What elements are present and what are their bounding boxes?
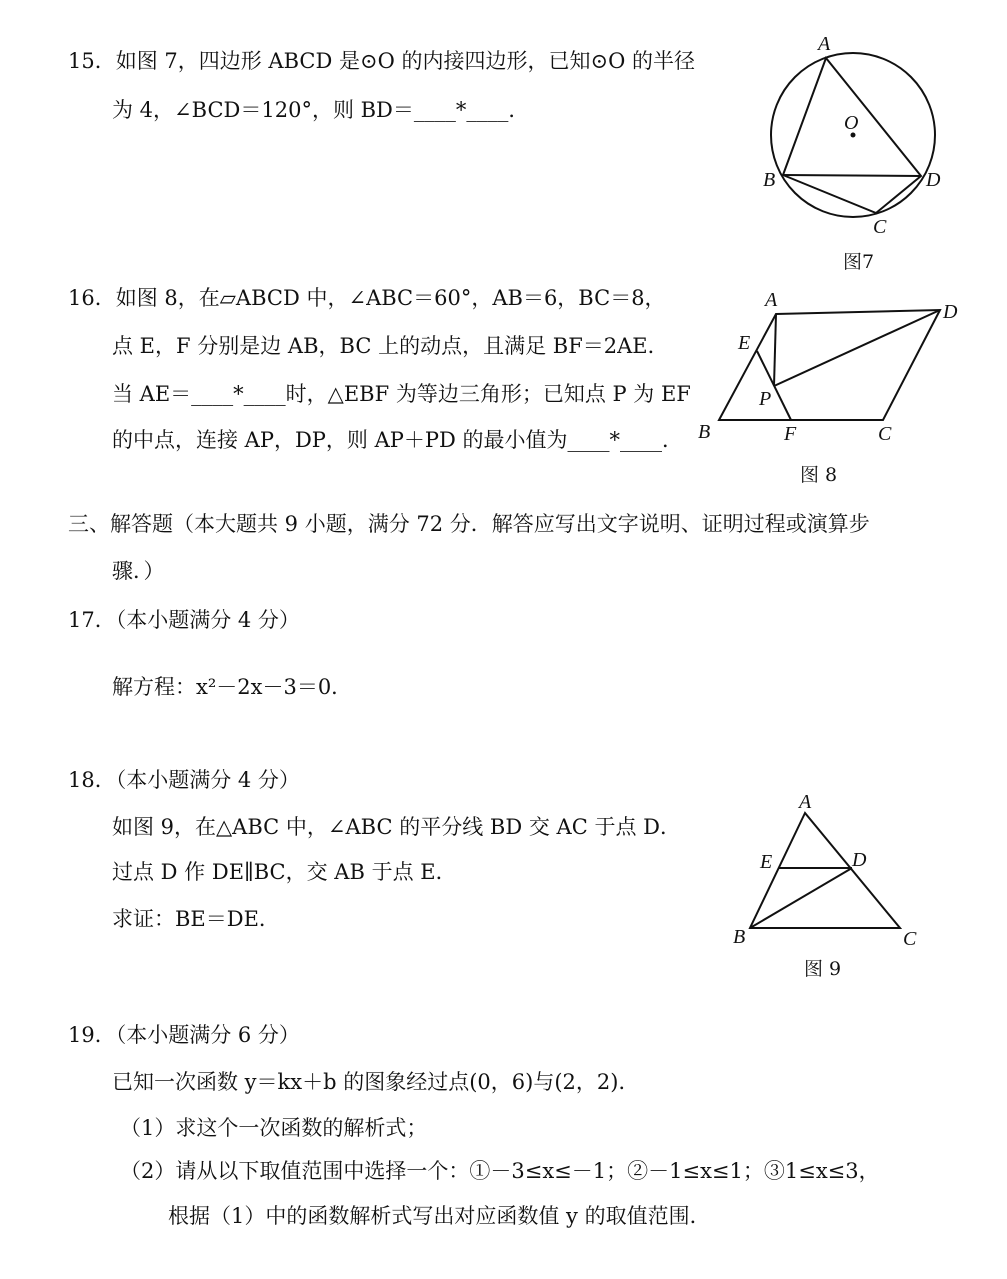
fig7-label-d: D — [926, 169, 941, 191]
fig9-label-e: E — [760, 851, 773, 873]
q16-line-2: 点 E，F 分别是边 AB，BC 上的动点，且满足 BF＝2AE． — [112, 334, 669, 358]
q19-part-2: （2）请从以下取值范围中选择一个：①－3≤x≤－1；②－1≤x≤1；③1≤x≤3， — [120, 1159, 880, 1183]
q15-line-1: 15．如图 7，四边形 ABCD 是⊙O 的内接四边形，已知⊙O 的半径 — [68, 49, 695, 73]
fig8-label-a: A — [765, 289, 778, 311]
fig9-triangle — [750, 813, 900, 928]
section-3-heading: 三、解答题（本大题共 9 小题，满分 72 分．解答应写出文字说明、证明过程或演算步 — [68, 512, 870, 536]
figure-8 — [690, 285, 970, 450]
fig7-label-a: A — [818, 33, 831, 55]
fig8-segment-ap — [774, 314, 776, 386]
q19-header: 19．（本小题满分 6 分） — [68, 1023, 300, 1047]
fig8-label-e: E — [738, 332, 751, 354]
fig8-caption: 图 8 — [800, 464, 838, 486]
fig7-label-c: C — [873, 216, 887, 238]
q15-line-2: 为 4，∠BCD＝120°，则 BD＝____*____． — [112, 98, 530, 122]
fig7-diagonal-bd — [783, 175, 921, 176]
fig8-label-b: B — [698, 421, 711, 443]
q18-line-1: 如图 9，在△ABC 中，∠ABC 的平分线 BD 交 AC 于点 D． — [112, 815, 681, 839]
fig9-label-d: D — [852, 849, 867, 871]
q18-header: 18．（本小题满分 4 分） — [68, 768, 300, 792]
fig9-caption: 图 9 — [804, 958, 842, 980]
q19-line-1: 已知一次函数 y＝kx＋b 的图象经过点(0，6)与(2，2)． — [112, 1070, 640, 1094]
q17-equation: 解方程：x²－2x－3＝0． — [112, 675, 353, 699]
fig8-segment-pd — [774, 310, 940, 386]
fig8-label-d: D — [943, 301, 958, 323]
q19-part-1: （1）求这个一次函数的解析式； — [120, 1116, 428, 1140]
fig8-label-c: C — [878, 423, 892, 445]
q18-line-2: 过点 D 作 DE∥BC，交 AB 于点 E． — [112, 860, 457, 884]
q18-line-3: 求证：BE＝DE． — [112, 907, 280, 931]
q16-line-3: 当 AE＝____*____时，△EBF 为等边三角形；已知点 P 为 EF — [112, 382, 691, 406]
figure-7 — [760, 30, 950, 245]
q16-line-1: 16．如图 8，在▱ABCD 中，∠ABC＝60°，AB＝6，BC＝8， — [68, 286, 666, 310]
fig7-label-o: O — [844, 112, 859, 134]
fig8-parallelogram — [719, 310, 940, 420]
fig8-label-p: P — [759, 388, 772, 410]
section-3-heading-cont: 骤．） — [112, 559, 165, 583]
fig7-caption: 图7 — [843, 251, 875, 273]
figure-9 — [725, 785, 935, 955]
fig9-label-c: C — [903, 928, 917, 950]
q19-part-2-cont: 根据（1）中的函数解析式写出对应函数值 y 的取值范围． — [168, 1204, 711, 1228]
fig7-label-b: B — [763, 169, 776, 191]
fig8-label-f: F — [784, 423, 797, 445]
fig9-label-b: B — [733, 926, 746, 948]
q16-line-4: 的中点，连接 AP，DP，则 AP＋PD 的最小值为____*____． — [112, 428, 684, 452]
q17-header: 17．（本小题满分 4 分） — [68, 608, 300, 632]
fig9-label-a: A — [799, 791, 812, 813]
